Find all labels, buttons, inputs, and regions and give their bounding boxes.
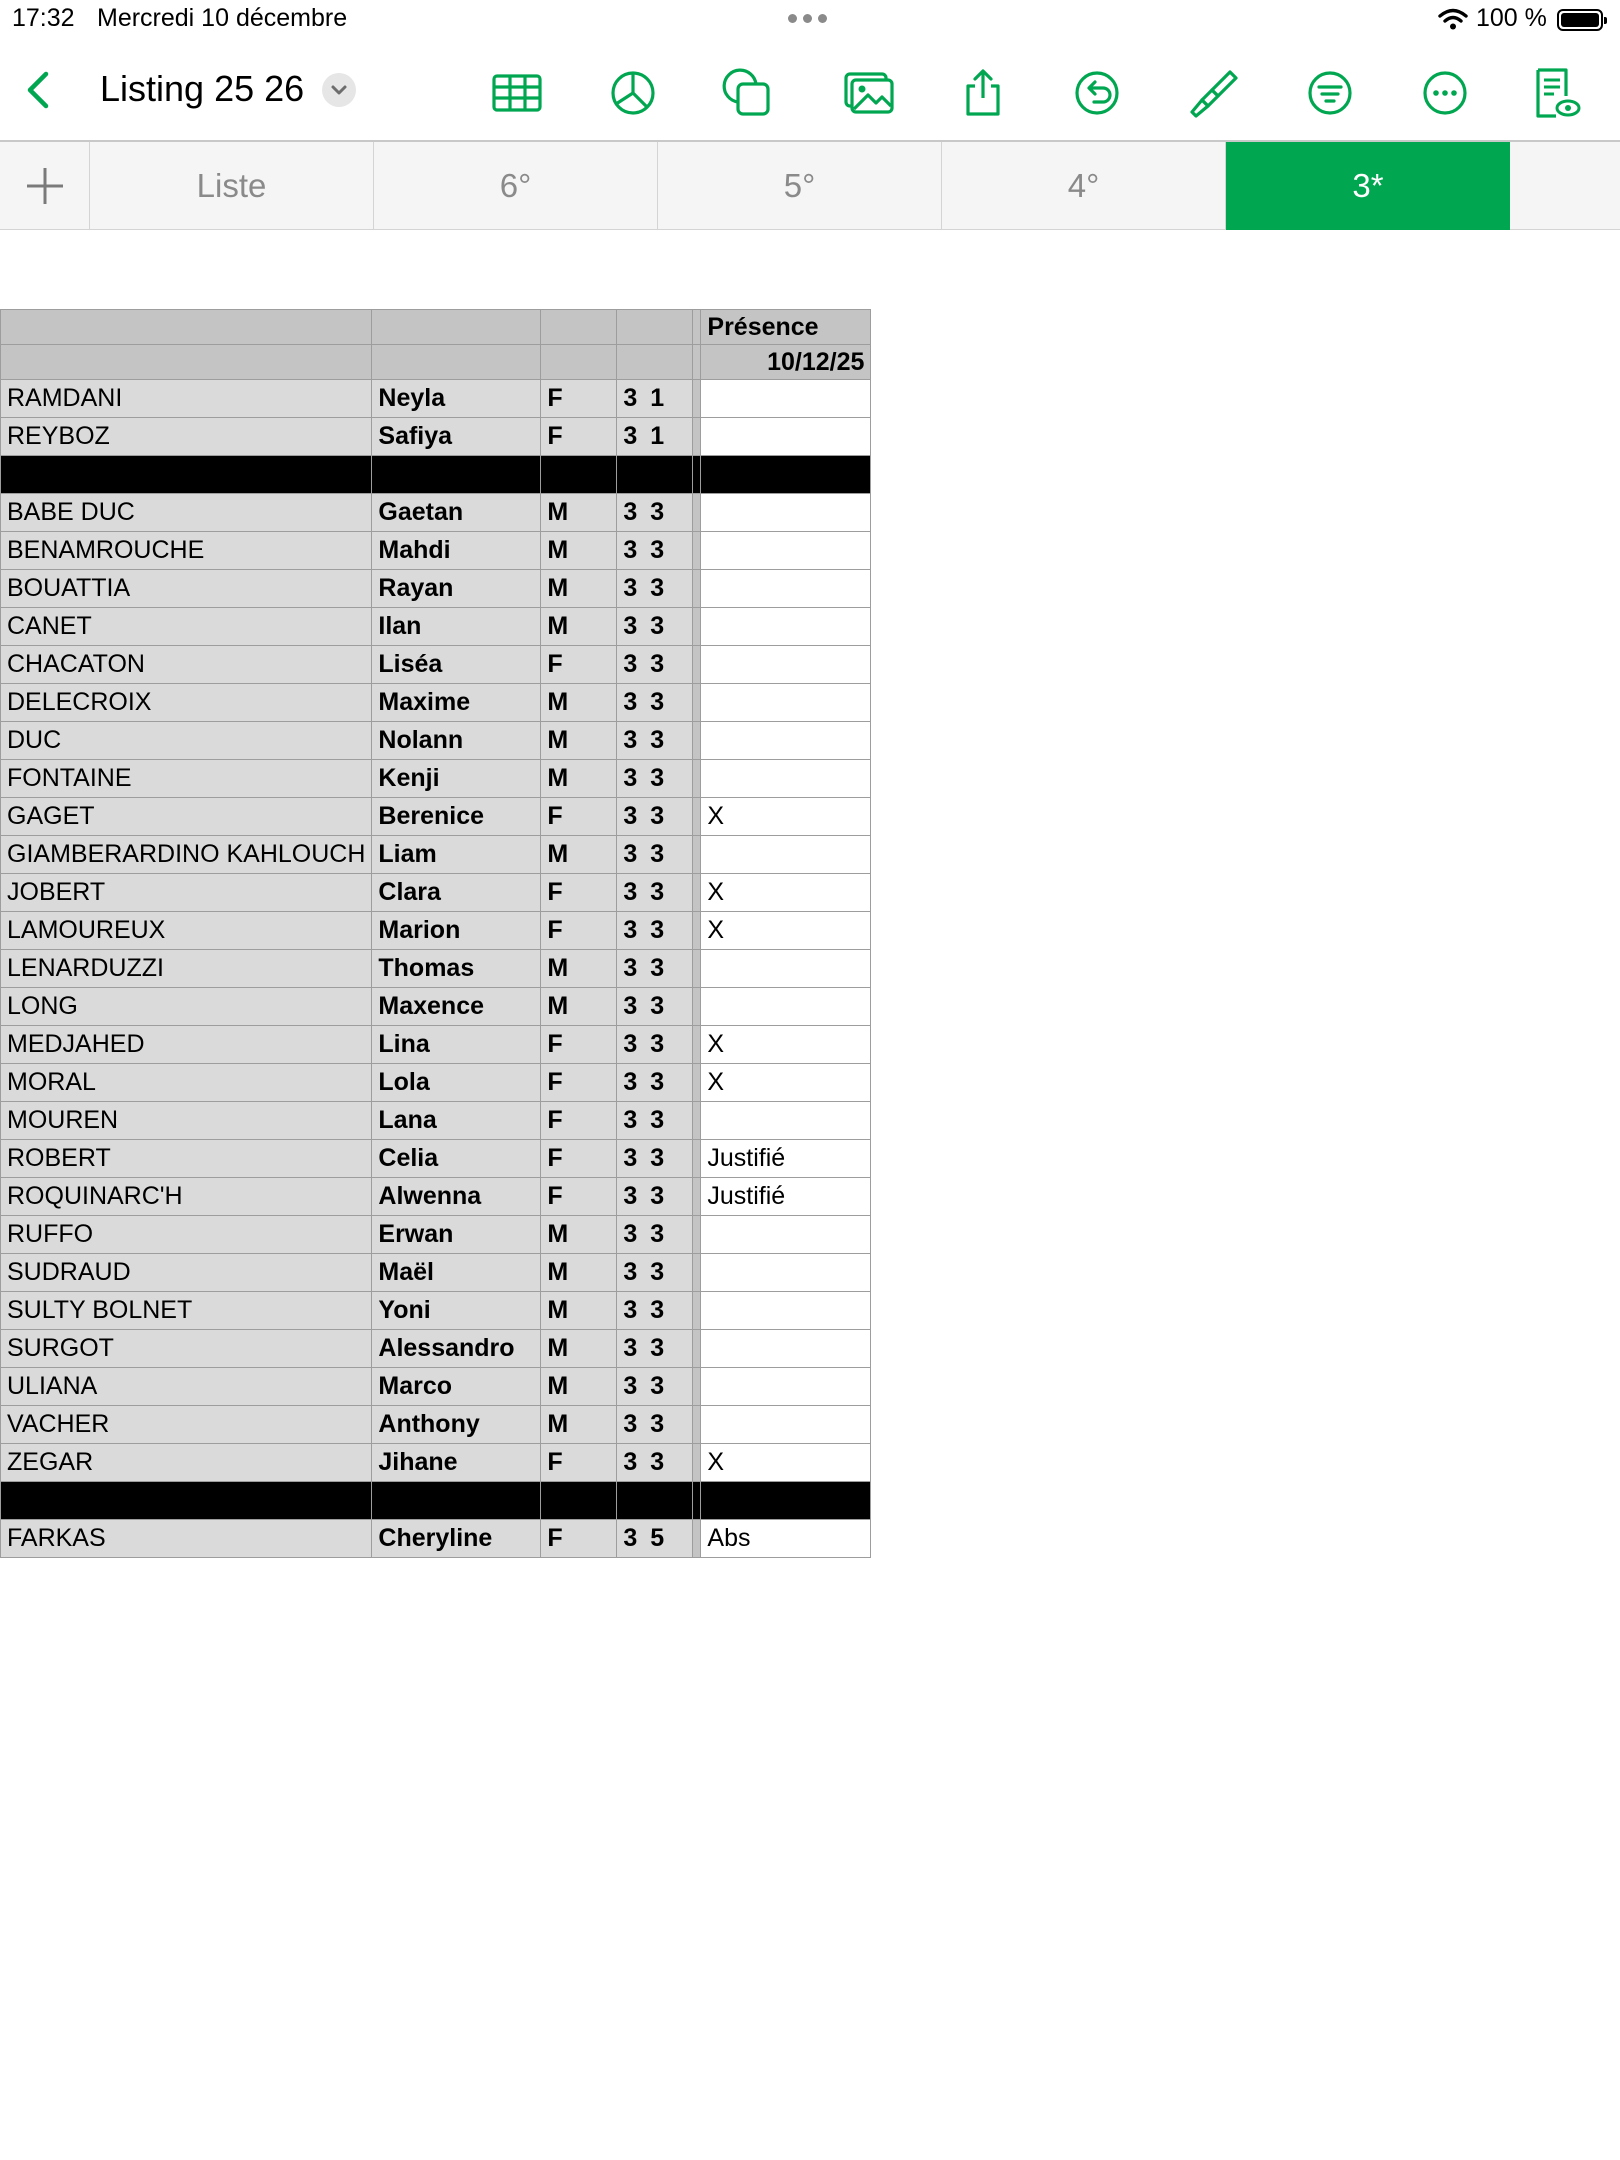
header-cell[interactable] [617, 310, 693, 345]
table-row [1, 1026, 871, 1064]
sexe-cell[interactable]: F [541, 380, 617, 418]
shapes-icon [720, 66, 774, 120]
column-divider [693, 836, 701, 874]
classe-cell[interactable]: 3 3 [617, 494, 693, 532]
classe-cell[interactable]: 3 3 [617, 798, 693, 836]
sexe-cell[interactable]: F [541, 1444, 617, 1482]
plus-icon [0, 142, 90, 230]
table-row [1, 988, 871, 1026]
prenom-cell[interactable]: Marion [372, 912, 541, 950]
prenom-cell[interactable]: Clara [372, 874, 541, 912]
presence-cell[interactable] [701, 950, 871, 988]
sheet-tabs [0, 140, 1620, 230]
document-view-icon [1528, 66, 1582, 120]
separator-cell [701, 1482, 871, 1520]
nom-cell[interactable]: MEDJAHED [1, 1026, 372, 1064]
classe-cell[interactable]: 3 1 [617, 418, 693, 456]
presence-cell[interactable]: X [701, 874, 871, 912]
organize-button[interactable] [1303, 66, 1357, 120]
shapes-button[interactable] [720, 66, 774, 120]
sexe-cell[interactable]: M [541, 608, 617, 646]
classe-cell[interactable]: 3 3 [617, 1292, 693, 1330]
column-divider [693, 874, 701, 912]
column-divider [693, 494, 701, 532]
table-row [1, 798, 871, 836]
column-divider [693, 1330, 701, 1368]
column-divider [693, 1444, 701, 1482]
nom-cell[interactable]: BOUATTIA [1, 570, 372, 608]
header-cell[interactable] [617, 345, 693, 380]
classe-cell[interactable]: 3 3 [617, 1216, 693, 1254]
sexe-cell[interactable]: M [541, 570, 617, 608]
presence-cell[interactable] [701, 760, 871, 798]
nom-cell[interactable]: DUC [1, 722, 372, 760]
nom-cell[interactable]: ROBERT [1, 1140, 372, 1178]
nom-cell[interactable]: SUDRAUD [1, 1254, 372, 1292]
header-row [1, 310, 871, 345]
table-row [1, 1444, 871, 1482]
column-divider [693, 310, 701, 345]
sexe-cell[interactable]: F [541, 1520, 617, 1558]
prenom-cell[interactable]: Maxime [372, 684, 541, 722]
undo-icon [1070, 66, 1124, 120]
table-row [1, 1406, 871, 1444]
prenom-cell[interactable]: Nolann [372, 722, 541, 760]
table-row [1, 1520, 871, 1558]
prenom-cell[interactable]: Thomas [372, 950, 541, 988]
nom-cell[interactable]: RAMDANI [1, 380, 372, 418]
column-divider [693, 988, 701, 1026]
presence-cell[interactable]: X [701, 912, 871, 950]
back-chevron-icon[interactable] [18, 68, 58, 112]
sexe-cell[interactable]: M [541, 1292, 617, 1330]
separator-cell [693, 1482, 701, 1520]
header-cell[interactable] [372, 310, 541, 345]
presence-cell[interactable] [701, 988, 871, 1026]
document-title[interactable]: Listing 25 26 [100, 68, 305, 109]
media-icon [842, 66, 896, 120]
sexe-cell[interactable]: F [541, 646, 617, 684]
prenom-cell[interactable]: Alessandro [372, 1330, 541, 1368]
sexe-cell[interactable]: F [541, 1102, 617, 1140]
table-row [1, 418, 871, 456]
sexe-cell[interactable]: F [541, 874, 617, 912]
format-button[interactable] [1186, 66, 1240, 120]
presence-cell[interactable]: Abs [701, 1520, 871, 1558]
header-row [1, 345, 871, 380]
column-divider [693, 646, 701, 684]
column-divider [693, 1026, 701, 1064]
prenom-cell[interactable]: Celia [372, 1140, 541, 1178]
nom-cell[interactable]: ROQUINARC'H [1, 1178, 372, 1216]
column-divider [693, 760, 701, 798]
presence-cell[interactable] [701, 1292, 871, 1330]
prenom-cell[interactable]: Liséa [372, 646, 541, 684]
column-divider [693, 684, 701, 722]
sexe-cell[interactable]: F [541, 912, 617, 950]
classe-cell[interactable]: 3 3 [617, 912, 693, 950]
prenom-cell[interactable]: Alwenna [372, 1178, 541, 1216]
column-divider [693, 1102, 701, 1140]
table-row [1, 494, 871, 532]
toolbar [0, 40, 1620, 140]
prenom-cell[interactable]: Gaetan [372, 494, 541, 532]
nom-cell[interactable]: SULTY BOLNET [1, 1292, 372, 1330]
more-icon [1418, 66, 1472, 120]
classe-cell[interactable]: 3 3 [617, 532, 693, 570]
nom-cell[interactable]: FONTAINE [1, 760, 372, 798]
classe-cell[interactable]: 3 3 [617, 608, 693, 646]
prenom-cell[interactable]: Marco [372, 1368, 541, 1406]
presence-cell[interactable]: Justifié [701, 1140, 871, 1178]
sexe-cell[interactable]: M [541, 988, 617, 1026]
classe-cell[interactable]: 3 3 [617, 1254, 693, 1292]
column-divider [693, 1216, 701, 1254]
table-row [1, 532, 871, 570]
presence-cell[interactable] [701, 570, 871, 608]
tab-liste[interactable]: Liste [90, 142, 374, 230]
presence-cell[interactable] [701, 836, 871, 874]
separator-row [1, 1482, 871, 1520]
sexe-cell[interactable]: M [541, 1254, 617, 1292]
prenom-cell[interactable]: Lina [372, 1026, 541, 1064]
header-cell[interactable] [541, 345, 617, 380]
presence-cell[interactable] [701, 1254, 871, 1292]
presence-cell[interactable] [701, 494, 871, 532]
nom-cell[interactable]: LONG [1, 988, 372, 1026]
column-divider [693, 722, 701, 760]
prenom-cell[interactable]: Yoni [372, 1292, 541, 1330]
classe-cell[interactable]: 3 3 [617, 836, 693, 874]
nom-cell[interactable]: BENAMROUCHE [1, 532, 372, 570]
prenom-cell[interactable]: Anthony [372, 1406, 541, 1444]
header-cell[interactable] [372, 345, 541, 380]
chart-button[interactable] [606, 66, 660, 120]
presence-cell[interactable] [701, 722, 871, 760]
classe-cell[interactable]: 3 3 [617, 760, 693, 798]
nom-cell[interactable]: MOUREN [1, 1102, 372, 1140]
separator-row [1, 456, 871, 494]
presence-date[interactable]: 10/12/25 [701, 345, 871, 380]
presence-cell[interactable] [701, 684, 871, 722]
classe-cell[interactable]: 3 5 [617, 1520, 693, 1558]
table-icon [490, 66, 544, 120]
chart-icon [606, 66, 660, 120]
classe-cell[interactable]: 3 3 [617, 1178, 693, 1216]
table-row [1, 836, 871, 874]
sexe-cell[interactable]: M [541, 760, 617, 798]
battery-percentage: 100 % [1476, 4, 1547, 32]
classe-cell[interactable]: 3 3 [617, 722, 693, 760]
classe-cell[interactable]: 3 3 [617, 988, 693, 1026]
table-row [1, 380, 871, 418]
nom-cell[interactable]: FARKAS [1, 1520, 372, 1558]
column-divider [693, 418, 701, 456]
nom-cell[interactable]: DELECROIX [1, 684, 372, 722]
presence-cell[interactable]: X [701, 1444, 871, 1482]
nom-cell[interactable]: ULIANA [1, 1368, 372, 1406]
nom-cell[interactable]: MORAL [1, 1064, 372, 1102]
prenom-cell[interactable]: Ilan [372, 608, 541, 646]
sexe-cell[interactable]: M [541, 950, 617, 988]
nom-cell[interactable]: LAMOUREUX [1, 912, 372, 950]
table-row [1, 1102, 871, 1140]
nom-cell[interactable]: GAGET [1, 798, 372, 836]
table-row [1, 646, 871, 684]
table-row [1, 1368, 871, 1406]
prenom-cell[interactable]: Mahdi [372, 532, 541, 570]
chevron-down-icon [322, 73, 356, 107]
sexe-cell[interactable]: M [541, 1368, 617, 1406]
nom-cell[interactable]: ZEGAR [1, 1444, 372, 1482]
column-divider [693, 570, 701, 608]
prenom-cell[interactable]: Jihane [372, 1444, 541, 1482]
title-menu-button[interactable] [322, 73, 356, 107]
prenom-cell[interactable]: Cheryline [372, 1520, 541, 1558]
presence-cell[interactable]: X [701, 1026, 871, 1064]
table-row [1, 912, 871, 950]
sexe-cell[interactable]: F [541, 1064, 617, 1102]
nom-cell[interactable]: JOBERT [1, 874, 372, 912]
nom-cell[interactable]: RUFFO [1, 1216, 372, 1254]
prenom-cell[interactable]: Maël [372, 1254, 541, 1292]
share-button[interactable] [956, 66, 1010, 120]
presence-cell[interactable] [701, 1368, 871, 1406]
presence-cell[interactable] [701, 1216, 871, 1254]
table-row [1, 608, 871, 646]
separator-cell [617, 1482, 693, 1520]
sexe-cell[interactable]: M [541, 684, 617, 722]
tab-3e[interactable]: 3* [1226, 142, 1510, 230]
classe-cell[interactable]: 3 3 [617, 1102, 693, 1140]
column-divider [693, 345, 701, 380]
status-time: 17:32 [12, 4, 75, 32]
presence-cell[interactable]: X [701, 1064, 871, 1102]
classe-cell[interactable]: 3 3 [617, 874, 693, 912]
presence-cell[interactable] [701, 1330, 871, 1368]
sexe-cell[interactable]: M [541, 722, 617, 760]
column-divider [693, 1254, 701, 1292]
sexe-cell[interactable]: F [541, 1140, 617, 1178]
table-row [1, 1330, 871, 1368]
sexe-cell[interactable]: M [541, 494, 617, 532]
separator-cell [541, 456, 617, 494]
multitasking-dots-icon[interactable] [788, 14, 827, 23]
classe-cell[interactable]: 3 3 [617, 646, 693, 684]
column-divider [693, 1064, 701, 1102]
prenom-cell[interactable]: Safiya [372, 418, 541, 456]
presence-cell[interactable] [701, 532, 871, 570]
organize-icon [1303, 66, 1357, 120]
nom-cell[interactable]: CHACATON [1, 646, 372, 684]
presence-cell[interactable] [701, 380, 871, 418]
separator-cell [372, 456, 541, 494]
table-row [1, 722, 871, 760]
separator-cell [372, 1482, 541, 1520]
sexe-cell[interactable]: M [541, 1216, 617, 1254]
student-table [0, 309, 871, 1558]
column-divider [693, 532, 701, 570]
nom-cell[interactable]: SURGOT [1, 1330, 372, 1368]
separator-cell [617, 456, 693, 494]
table-button[interactable] [490, 66, 544, 120]
more-button[interactable] [1418, 66, 1472, 120]
column-divider [693, 1140, 701, 1178]
presence-cell[interactable] [701, 608, 871, 646]
classe-cell[interactable]: 3 3 [617, 950, 693, 988]
classe-cell[interactable]: 3 3 [617, 1330, 693, 1368]
table-row [1, 874, 871, 912]
presence-cell[interactable]: X [701, 798, 871, 836]
separator-cell [1, 456, 372, 494]
column-divider [693, 1178, 701, 1216]
nom-cell[interactable]: GIAMBERARDINO KAHLOUCH [1, 836, 372, 874]
table-row [1, 1178, 871, 1216]
tab-4e[interactable]: 4° [942, 142, 1226, 230]
share-icon [956, 66, 1010, 120]
prenom-cell[interactable]: Lola [372, 1064, 541, 1102]
sexe-cell[interactable]: F [541, 798, 617, 836]
separator-cell [541, 1482, 617, 1520]
wifi-icon [1438, 8, 1468, 30]
status-bar [0, 0, 1620, 40]
sexe-cell[interactable]: M [541, 532, 617, 570]
table-row [1, 1216, 871, 1254]
header-cell[interactable] [541, 310, 617, 345]
header-cell[interactable] [1, 345, 372, 380]
prenom-cell[interactable]: Berenice [372, 798, 541, 836]
battery-icon [1557, 9, 1603, 31]
prenom-cell[interactable]: Neyla [372, 380, 541, 418]
prenom-cell[interactable]: Liam [372, 836, 541, 874]
separator-cell [1, 1482, 372, 1520]
classe-cell[interactable]: 3 3 [617, 1026, 693, 1064]
column-divider [693, 1368, 701, 1406]
undo-button[interactable] [1070, 66, 1124, 120]
table-row [1, 1254, 871, 1292]
column-divider [693, 1292, 701, 1330]
classe-cell[interactable]: 3 3 [617, 1406, 693, 1444]
prenom-cell[interactable]: Erwan [372, 1216, 541, 1254]
format-brush-icon [1186, 66, 1240, 120]
column-divider [693, 798, 701, 836]
presence-cell[interactable] [701, 1102, 871, 1140]
classe-cell[interactable]: 3 3 [617, 1064, 693, 1102]
classe-cell[interactable]: 3 3 [617, 1444, 693, 1482]
tab-6e[interactable]: 6° [374, 142, 658, 230]
separator-cell [693, 456, 701, 494]
table-row [1, 950, 871, 988]
table-row [1, 760, 871, 798]
add-sheet-button[interactable] [0, 142, 90, 230]
presence-cell[interactable] [701, 646, 871, 684]
sexe-cell[interactable]: M [541, 836, 617, 874]
column-divider [693, 912, 701, 950]
column-divider [693, 950, 701, 988]
nom-cell[interactable]: CANET [1, 608, 372, 646]
document-view-button[interactable] [1528, 66, 1582, 120]
media-button[interactable] [842, 66, 896, 120]
table-row [1, 1292, 871, 1330]
classe-cell[interactable]: 3 1 [617, 380, 693, 418]
table-row [1, 1140, 871, 1178]
prenom-cell[interactable]: Lana [372, 1102, 541, 1140]
nom-cell[interactable]: LENARDUZZI [1, 950, 372, 988]
table-row [1, 684, 871, 722]
prenom-cell[interactable]: Maxence [372, 988, 541, 1026]
column-divider [693, 1406, 701, 1444]
sexe-cell[interactable]: F [541, 418, 617, 456]
header-cell[interactable] [1, 310, 372, 345]
tab-5e[interactable]: 5° [658, 142, 942, 230]
table-row [1, 570, 871, 608]
nom-cell[interactable]: VACHER [1, 1406, 372, 1444]
classe-cell[interactable]: 3 3 [617, 1140, 693, 1178]
nom-cell[interactable]: BABE DUC [1, 494, 372, 532]
presence-header[interactable]: Présence [701, 310, 871, 345]
sexe-cell[interactable]: F [541, 1026, 617, 1064]
sexe-cell[interactable]: F [541, 1178, 617, 1216]
presence-cell[interactable] [701, 1406, 871, 1444]
presence-cell[interactable] [701, 418, 871, 456]
classe-cell[interactable]: 3 3 [617, 570, 693, 608]
column-divider [693, 1520, 701, 1558]
classe-cell[interactable]: 3 3 [617, 684, 693, 722]
presence-cell[interactable]: Justifié [701, 1178, 871, 1216]
separator-cell [701, 456, 871, 494]
status-date: Mercredi 10 décembre [97, 4, 348, 32]
column-divider [693, 608, 701, 646]
column-divider [693, 380, 701, 418]
classe-cell[interactable]: 3 3 [617, 1368, 693, 1406]
table-row [1, 1064, 871, 1102]
prenom-cell[interactable]: Kenji [372, 760, 541, 798]
nom-cell[interactable]: REYBOZ [1, 418, 372, 456]
prenom-cell[interactable]: Rayan [372, 570, 541, 608]
sexe-cell[interactable]: M [541, 1330, 617, 1368]
sexe-cell[interactable]: M [541, 1406, 617, 1444]
